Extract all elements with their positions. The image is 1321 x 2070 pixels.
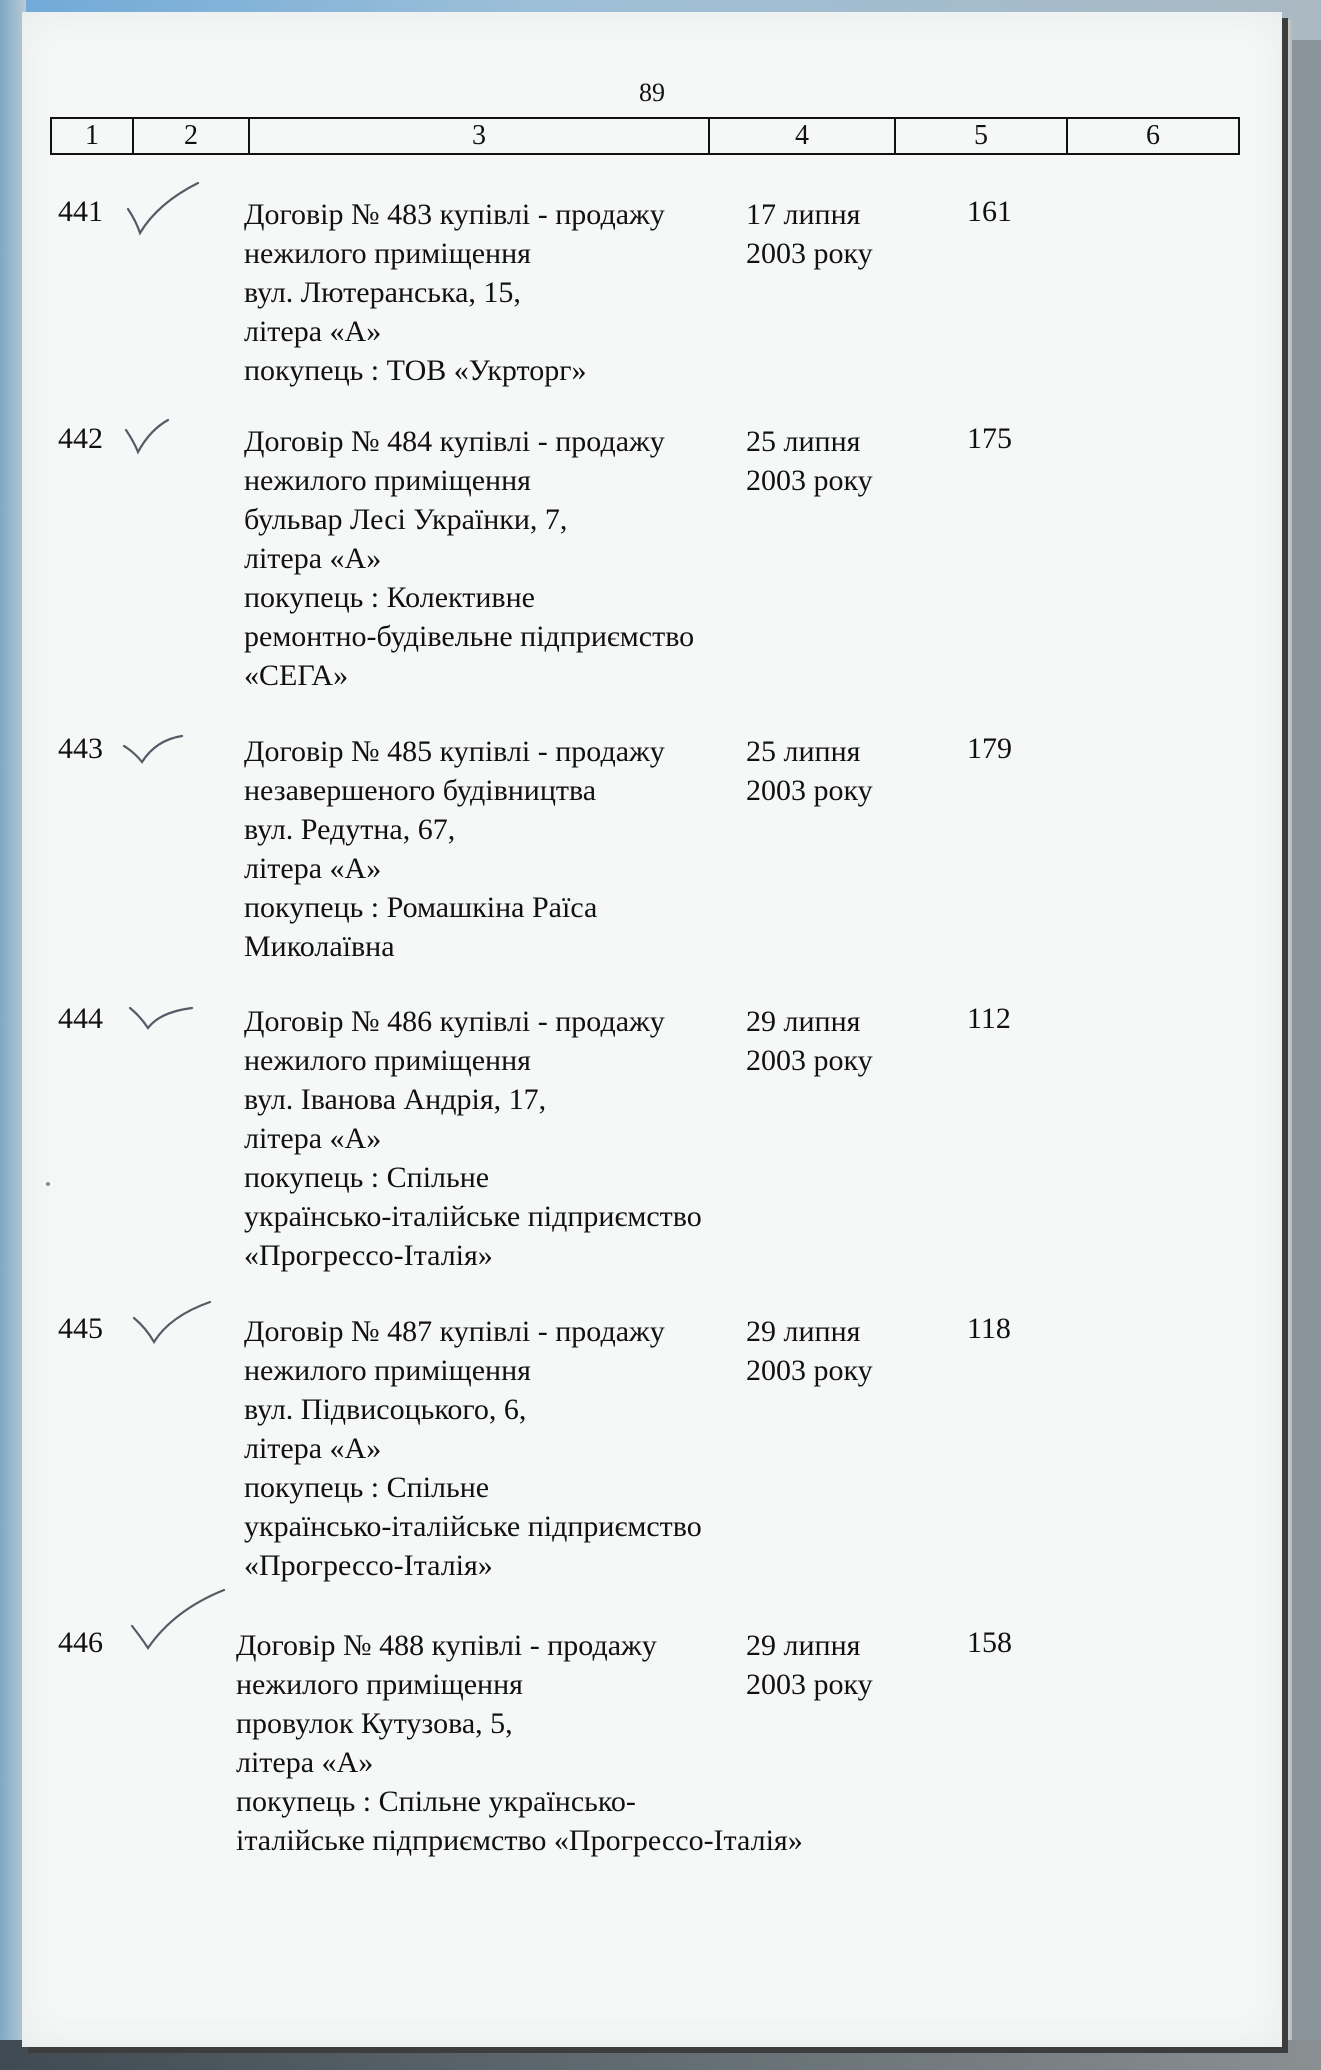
checkmark-icon xyxy=(118,181,208,241)
page-number: 89 xyxy=(639,78,665,107)
entry-date: 29 липня 2003 року xyxy=(746,1629,873,1701)
checkmark-icon xyxy=(128,1586,228,1656)
entry-date: 29 липня 2003 року xyxy=(746,1315,873,1387)
entry-date: 25 липня 2003 року xyxy=(746,735,873,807)
column-header: 4 xyxy=(710,119,896,153)
entry-date: 17 липня 2003 року xyxy=(746,198,873,270)
entry-description: Договір № 483 купівлі - продажу нежилого приміщення вул. Лютеранська, 15, літера «А» покупець : ТОВ «Укрторг» xyxy=(244,198,665,387)
entry-number: 444 xyxy=(58,1002,103,1035)
page-edge xyxy=(1282,20,1292,2040)
entry-date: 29 липня 2003 року xyxy=(746,1005,873,1077)
entry-pages: 161 xyxy=(967,195,1012,228)
paper-speck xyxy=(46,1182,50,1186)
entry-number: 445 xyxy=(58,1312,103,1345)
column-header: 6 xyxy=(1146,120,1160,151)
entry-number: 442 xyxy=(58,422,103,455)
column-header: 5 xyxy=(896,119,1068,153)
entry-pages: 112 xyxy=(967,1002,1011,1035)
column-header: 3 xyxy=(250,119,710,153)
entry-pages: 175 xyxy=(967,422,1012,455)
entry-description: Договір № 484 купівлі - продажу нежилого приміщення бульвар Лесі Українки, 7, літера «А» покупець : Колективне ремонтно-будівельне підприємство «СЕГА» xyxy=(244,425,695,692)
column-header: 1 xyxy=(52,119,134,153)
entry-description: Договір № 486 купівлі - продажу нежилого приміщення вул. Іванова Андрія, 17, літера «А» покупець : Спільне українсько-італійське підприємство «Прогрессо-Італія» xyxy=(244,1005,702,1272)
entry-pages: 118 xyxy=(967,1312,1011,1345)
entry-number: 441 xyxy=(58,195,103,228)
column-header: 2 xyxy=(134,119,250,153)
entry-number: 446 xyxy=(58,1626,103,1659)
checkmark-icon xyxy=(130,1298,220,1358)
entry-description: Договір № 485 купівлі - продажу незавершеного будівництва вул. Редутна, 67, літера «А» покупець : Ромашкіна Раїса Миколаївна xyxy=(244,735,665,963)
entry-date: 25 липня 2003 року xyxy=(746,425,873,497)
checkmark-icon xyxy=(126,988,216,1048)
checkmark-icon xyxy=(122,408,212,468)
entry-description: Договір № 487 купівлі - продажу нежилого приміщення вул. Підвисоцького, 6, літера «А» покупець : Спільне українсько-італійське підприємство «Прогрессо-Італія» xyxy=(244,1315,702,1582)
entry-pages: 158 xyxy=(967,1626,1012,1659)
checkmark-icon xyxy=(120,718,210,778)
entry-number: 443 xyxy=(58,732,103,765)
entry-description: Договір № 488 купівлі - продажу нежилого приміщення провулок Кутузова, 5, літера «А» покупець : Спільне українсько- італійське підприємство «Прогрессо-Італія» xyxy=(236,1629,803,1857)
table-header xyxy=(50,117,1240,155)
entry-pages: 179 xyxy=(967,732,1012,765)
document-page xyxy=(22,12,1282,2047)
